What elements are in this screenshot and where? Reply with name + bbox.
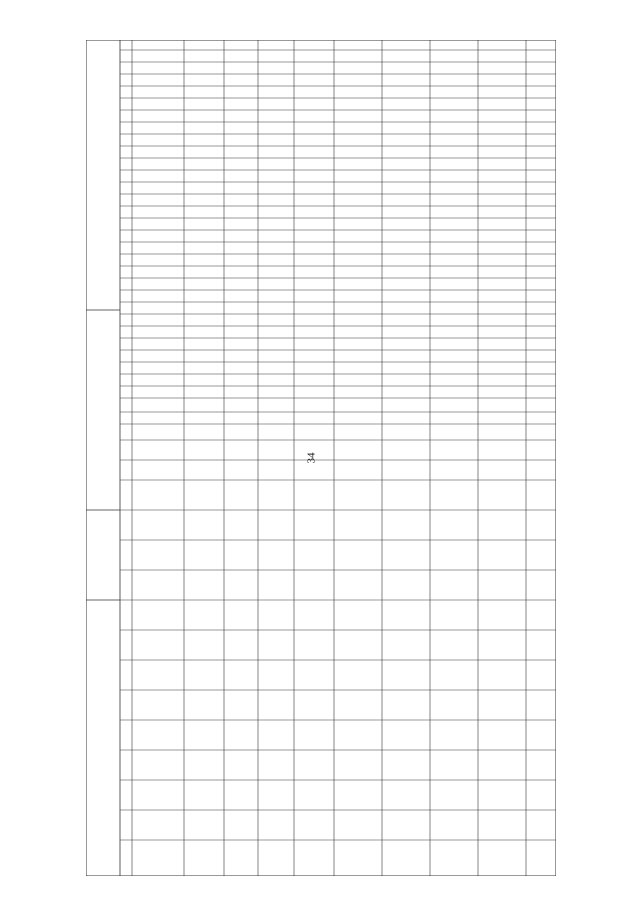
page-number: 34 <box>305 452 318 464</box>
table-grid <box>86 40 556 876</box>
program-indicators-table <box>86 40 556 876</box>
